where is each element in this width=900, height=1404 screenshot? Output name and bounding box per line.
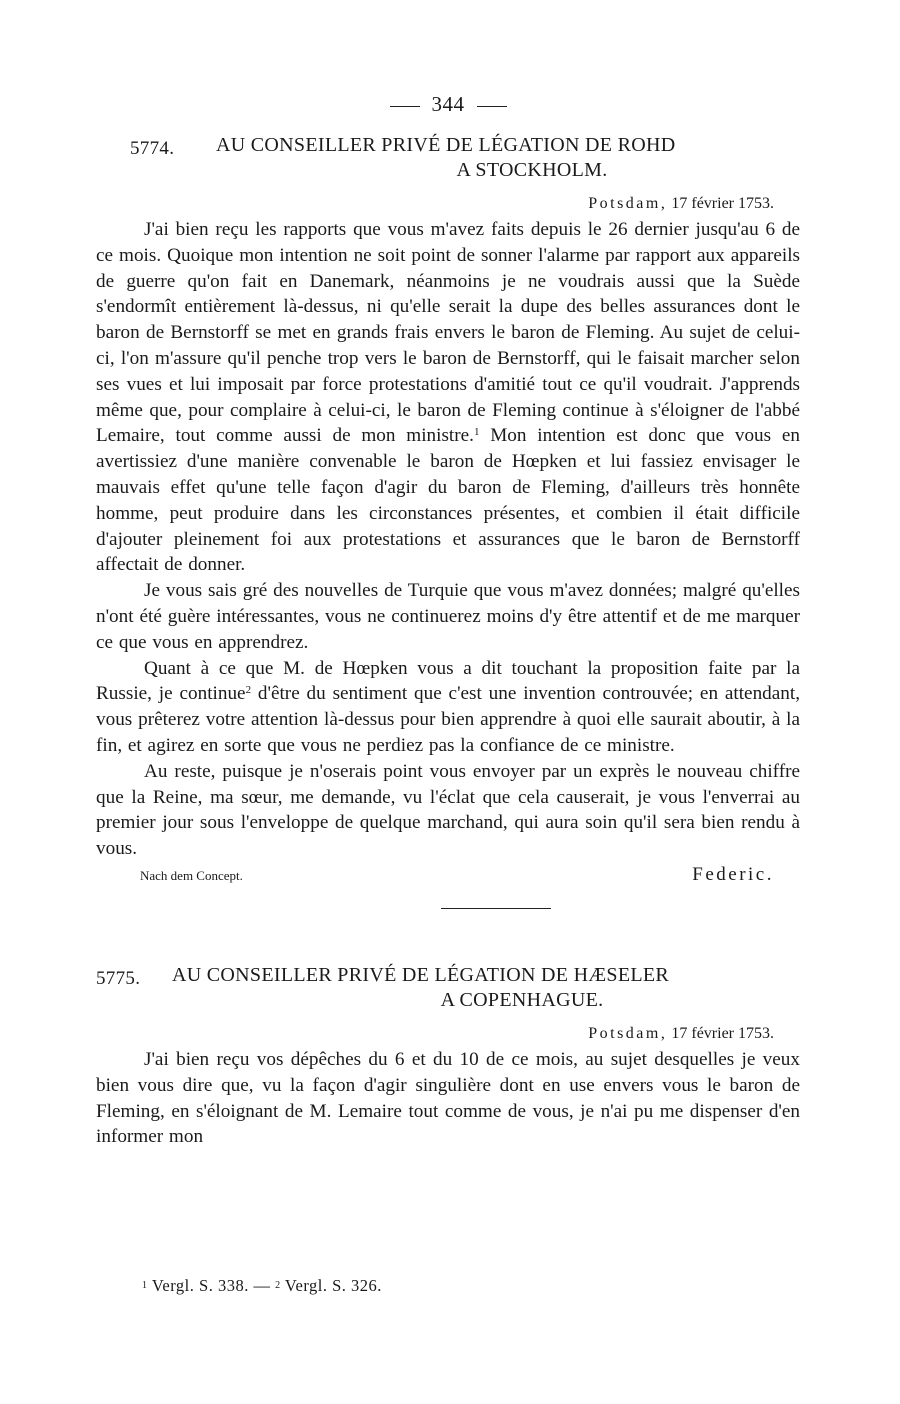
letter-dateline	[96, 1021, 800, 1047]
signature-row	[96, 864, 800, 890]
paragraph	[96, 656, 800, 759]
page-number-dash-left	[390, 106, 420, 107]
page-number-dash-right	[477, 106, 507, 107]
paragraph: Au reste, puisque je n'oserais point vous envoyer par un exprès le nouveau chiffre que la Reine, ma sœur, me demande, vu l'éclat que cela causerait, je vous l'enverrai au premier jour sous l'enveloppe de quelque marchand, qui aura soin qu'il sera bien rendu à vous.	[96, 760, 800, 860]
page-number-text: 344	[431, 92, 465, 116]
letter-title-line2: A STOCKHOLM.	[456, 159, 608, 181]
letter-title-line2: A COPENHAGUE.	[440, 988, 604, 1011]
letter-title-line1: AU CONSEILLER PRIVÉ DE LÉGATION DE HÆSELER	[172, 963, 670, 986]
paragraph-text: Mon intention est donc que vous en avertissiez d'une manière convenable le baron de Hœpken et lui fassiez envisager le mauvais effet qu'une telle façon d'agir du baron de Fleming, d'ailleurs très honnête homme, peut produire dans les circonstances présentes, et combien il était difficile d'ajouter pleinement foi aux protestations et assurances que le baron de Bernstorff affectait de donner.	[96, 425, 801, 576]
footnote-text: Vergl. S. 326.	[284, 1276, 382, 1295]
letter-title-line1: AU CONSEILLER PRIVÉ DE LÉGATION DE ROHD	[216, 134, 676, 156]
paragraph	[96, 217, 800, 578]
dateline-place: Potsdam,	[588, 195, 668, 212]
footnote-mark: 1	[142, 1280, 148, 1291]
paragraph: J'ai bien reçu vos dépêches du 6 et du 10 de ce mois, au sujet desquelles je veux bien vous dire que, vu la façon d'agir singulière dont en use envers vous le baron de Fleming, en s'éloignant de M. Lemaire tout comme de vous, je n'ai pu me dispenser d'en informer mon	[96, 1048, 800, 1148]
paragraph-text: Quant à ce que M. de Hœpken vous a dit touchant la proposition faite par la Russie, je continue	[96, 657, 800, 705]
dateline-date: 17 février 1753.	[671, 195, 774, 212]
letter-dateline	[96, 191, 800, 217]
source-note: Nach dem Concept.	[140, 867, 243, 883]
footnotes	[142, 1276, 382, 1296]
signature: Federic.	[692, 863, 774, 885]
section-divider	[441, 908, 551, 909]
footnote-text: Vergl. S. 338. —	[151, 1276, 271, 1295]
paragraph-text: J'ai bien reçu les rapports que vous m'avez faits depuis le 26 dernier jusqu'au 6 de ce mois. Quoique mon intention ne soit point de sonner l'alarme par rapport aux appareils de guerre qu'on fait en Danemark, néanmoins je ne voudrais aussi que la Suède s'endormît entièrement là-dessus, ni qu'elle serait la dupe des belles assurances dont le baron de Bernstorff se met en grands frais envers le baron de Fleming. Au sujet de celui-ci, l'on m'assure qu'il penche trop vers le baron de Bernstorff, qui le faisait marcher selon ses vues et lui imposait par force protestations d'amitié tout ce qu'il voudrait. J'apprends même que, pour complaire à celui-ci, le baron de Fleming continue à s'éloigner de l'abbé Lemaire, tout comme aussi de mon ministre.	[96, 219, 800, 447]
dateline-place: Potsdam,	[588, 1024, 668, 1042]
paragraph-text: d'être du sentiment que c'est une invention controuvée; en attendant, vous prêterez votre attention là-dessus pour bien apprendre à quoi elle saurait aboutir, à la fin, et agirez en sorte que vous ne perdiez pas la confiance de ce ministre.	[96, 683, 800, 756]
footnote-ref: 1	[473, 426, 480, 439]
letter-heading-5774	[96, 133, 800, 183]
letter-heading-5775	[96, 963, 800, 1013]
letter-number: 5774.	[130, 138, 175, 159]
letter-body-5774	[96, 217, 800, 862]
footnote-mark: 2	[275, 1280, 281, 1291]
footnote-ref: 2	[245, 684, 252, 697]
document-page	[96, 86, 800, 1150]
letter-number: 5775.	[96, 967, 141, 989]
dateline-date: 17 février 1753.	[671, 1024, 774, 1042]
page-number	[96, 86, 800, 122]
letter-body-5775	[96, 1047, 800, 1150]
paragraph: Je vous sais gré des nouvelles de Turquie que vous m'avez données; malgré qu'elles n'ont été guère intéressantes, vous ne continuerez moins d'y être attentif et de me marquer ce que vous en apprendrez.	[96, 580, 800, 653]
